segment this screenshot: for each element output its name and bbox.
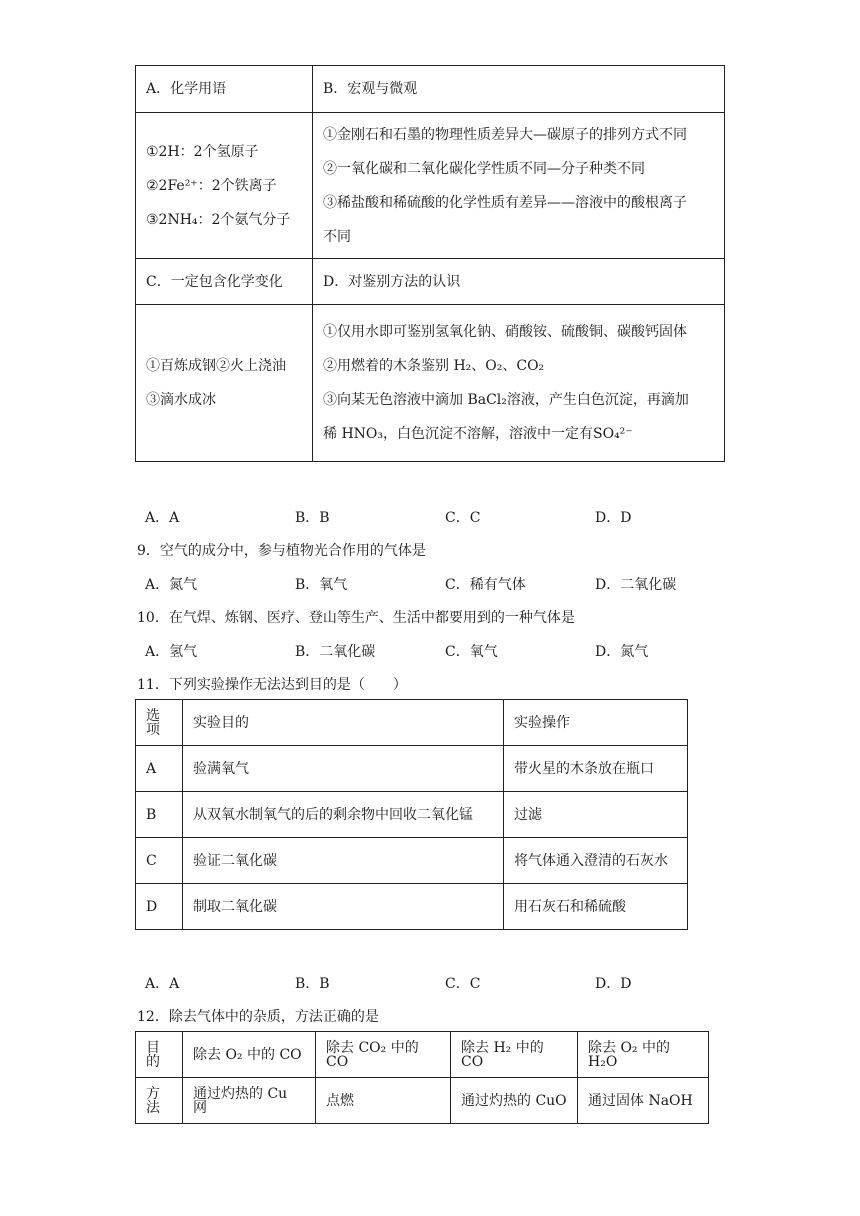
q10-options bbox=[145, 641, 745, 663]
option-d[interactable]: D．氮气 bbox=[595, 644, 649, 660]
q8-options bbox=[145, 507, 745, 529]
option-b[interactable]: B．B bbox=[295, 510, 330, 526]
q8-table bbox=[135, 65, 725, 462]
option-b[interactable]: B．B bbox=[295, 976, 330, 992]
option-c[interactable]: C．C bbox=[445, 976, 481, 992]
method-cell: 通过固体 NaOH bbox=[578, 1078, 709, 1124]
q12-table bbox=[135, 1031, 709, 1124]
option-b[interactable]: B．二氧化碳 bbox=[295, 644, 376, 660]
cell-d-content bbox=[313, 305, 725, 462]
option-c[interactable]: C．稀有气体 bbox=[445, 577, 526, 593]
purpose-cell: 除去 H₂ 中的 CO bbox=[451, 1032, 578, 1078]
option-d[interactable]: D．D bbox=[595, 976, 632, 992]
cell-d-heading: D．对鉴别方法的认识 bbox=[313, 259, 725, 305]
option-d[interactable]: D．D bbox=[595, 510, 632, 526]
header-purpose: 实验目的 bbox=[183, 700, 504, 746]
option-a[interactable]: A．A bbox=[145, 510, 180, 526]
cell-a-line: ①2H：2个氢原子 bbox=[146, 143, 259, 160]
cell-a-line: ③2NH₄：2个氨气分子 bbox=[146, 211, 291, 228]
q9-text: 9．空气的成分中，参与植物光合作用的气体是 bbox=[137, 543, 426, 559]
purpose-label: 目的 bbox=[136, 1032, 183, 1078]
row-purpose: 制取二氧化碳 bbox=[183, 884, 504, 930]
row-option: C bbox=[136, 838, 183, 884]
option-a[interactable]: A．氮气 bbox=[145, 577, 198, 593]
table-row bbox=[136, 884, 688, 930]
cell-b-line: 不同 bbox=[323, 228, 351, 245]
row-purpose: 验证二氧化碳 bbox=[183, 838, 504, 884]
header-operation: 实验操作 bbox=[504, 700, 688, 746]
q9-options bbox=[145, 574, 745, 596]
q11-table bbox=[135, 699, 688, 930]
purpose-cell: 除去 O₂ 中的 CO bbox=[183, 1032, 316, 1078]
row-purpose: 从双氧水制氧气的后的剩余物中回收二氧化锰 bbox=[183, 792, 504, 838]
option-d[interactable]: D．二氧化碳 bbox=[595, 577, 677, 593]
option-c[interactable]: C．氧气 bbox=[445, 644, 498, 660]
table-row bbox=[136, 838, 688, 884]
cell-a-heading: A．化学用语 bbox=[136, 66, 313, 113]
option-a[interactable]: A．A bbox=[145, 976, 180, 992]
method-cell: 通过灼热的 CuO bbox=[451, 1078, 578, 1124]
cell-d-line: ②用燃着的木条鉴别 H₂、O₂、CO₂ bbox=[323, 358, 545, 374]
cell-c-line: ①百炼成钢②火上浇油 bbox=[146, 358, 286, 374]
q11-options bbox=[145, 973, 745, 995]
row-option: D bbox=[136, 884, 183, 930]
method-label: 方法 bbox=[136, 1078, 183, 1124]
cell-b-content bbox=[313, 113, 725, 259]
row-operation: 用石灰石和稀硫酸 bbox=[504, 884, 688, 930]
cell-a-content bbox=[136, 113, 313, 259]
cell-d-line: ③向某无色溶液中滴加 BaCl₂溶液，产生白色沉淀，再滴加 bbox=[323, 392, 689, 408]
option-c[interactable]: C．C bbox=[445, 510, 481, 526]
option-a[interactable]: A．氢气 bbox=[145, 644, 198, 660]
table-row bbox=[136, 1078, 709, 1124]
header-option: 选项 bbox=[136, 700, 183, 746]
method-cell: 点燃 bbox=[316, 1078, 451, 1124]
row-operation: 将气体通入澄清的石灰水 bbox=[504, 838, 688, 884]
method-cell: 通过灼热的 Cu 网 bbox=[183, 1078, 316, 1124]
row-option: B bbox=[136, 792, 183, 838]
q10-text: 10．在气焊、炼钢、医疗、登山等生产、生活中都要用到的一种气体是 bbox=[137, 610, 575, 626]
cell-d-line: ①仅用水即可鉴别氢氧化钠、硝酸铵、硫酸铜、碳酸钙固体 bbox=[323, 324, 687, 340]
q12-text: 12．除去气体中的杂质，方法正确的是 bbox=[137, 1009, 379, 1025]
row-operation: 带火星的木条放在瓶口 bbox=[504, 746, 688, 792]
table-row bbox=[136, 1032, 709, 1078]
option-b[interactable]: B．氧气 bbox=[295, 577, 348, 593]
cell-b-line: ②一氧化碳和二氧化碳化学性质不同—分子种类不同 bbox=[323, 160, 645, 177]
row-purpose: 验满氧气 bbox=[183, 746, 504, 792]
cell-c-line: ③滴水成冰 bbox=[146, 392, 216, 408]
cell-c-heading: C．一定包含化学变化 bbox=[136, 259, 313, 305]
purpose-cell: 除去 CO₂ 中的 CO bbox=[316, 1032, 451, 1078]
cell-d-line: 稀 HNO₃，白色沉淀不溶解，溶液中一定有SO₄²⁻ bbox=[323, 426, 633, 442]
purpose-cell: 除去 O₂ 中的 H₂O bbox=[578, 1032, 709, 1078]
table-row bbox=[136, 746, 688, 792]
row-operation: 过滤 bbox=[504, 792, 688, 838]
q11-text: 11．下列实验操作无法达到目的是（ ） bbox=[137, 677, 407, 693]
cell-a-line: ②2Fe²⁺：2个铁离子 bbox=[146, 177, 277, 194]
cell-c-content bbox=[136, 305, 313, 462]
cell-b-line: ③稀盐酸和稀硫酸的化学性质有差异——溶液中的酸根离子 bbox=[323, 194, 687, 211]
cell-b-heading: B．宏观与微观 bbox=[313, 66, 725, 113]
row-option: A bbox=[136, 746, 183, 792]
cell-b-line: ①金刚石和石墨的物理性质差异大—碳原子的排列方式不同 bbox=[323, 126, 687, 143]
table-row bbox=[136, 792, 688, 838]
